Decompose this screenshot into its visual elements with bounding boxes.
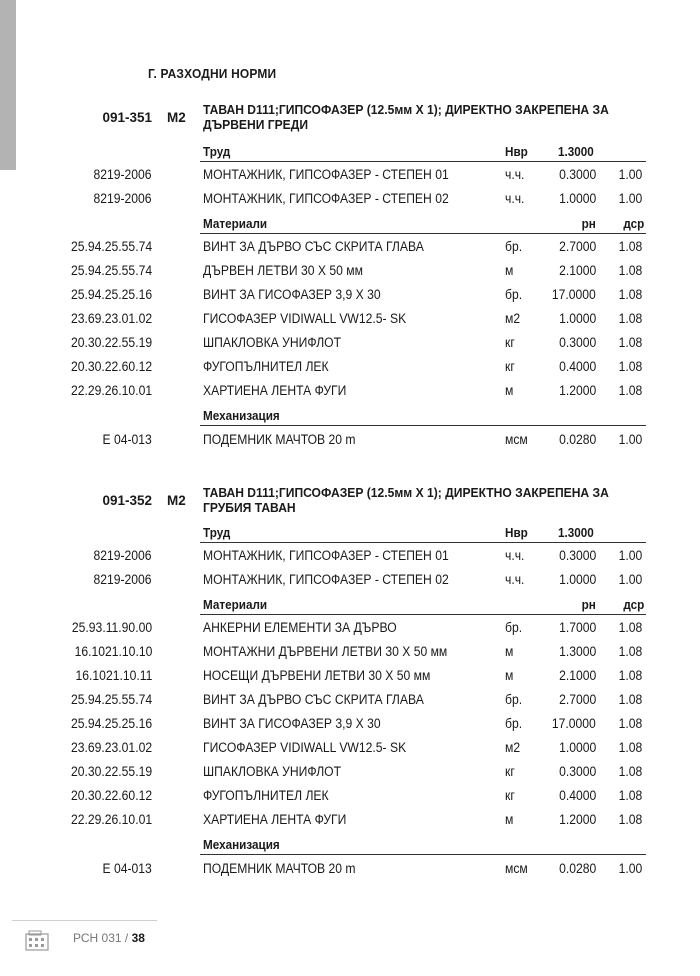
resource-coefficient: 1.08 — [618, 692, 642, 707]
resource-description: ПОДЕМНИК МАЧТОВ 20 m — [203, 861, 356, 876]
resource-code: 16.1021.10.10 — [74, 644, 152, 659]
resource-description: МОНТАЖНИК, ГИПСОФАЗЕР - СТЕПЕН 02 — [203, 191, 449, 206]
resource-quantity: 1.0000 — [558, 191, 596, 206]
resource-coefficient: 1.08 — [618, 764, 642, 779]
resource-unit: мсм — [505, 432, 528, 447]
labor-header — [0, 523, 700, 543]
resource-quantity: 0.4000 — [558, 359, 596, 374]
mechanization-header — [0, 835, 700, 855]
labor-header — [0, 142, 700, 162]
resource-description: ПОДЕМНИК МАЧТОВ 20 m — [203, 432, 356, 447]
resource-description: МОНТАЖНИК, ГИПСОФАЗЕР - СТЕПЕН 01 — [203, 167, 449, 182]
materials-label: Материали — [203, 597, 268, 612]
header-rule — [200, 854, 646, 855]
resource-quantity: 0.3000 — [558, 335, 596, 350]
resource-description: ХАРТИЕНА ЛЕНТА ФУГИ — [203, 812, 347, 827]
labor-norm-value: 1.3000 — [558, 144, 594, 159]
table-row — [0, 164, 700, 186]
resource-unit: м — [505, 383, 514, 398]
resource-coefficient: 1.08 — [618, 644, 642, 659]
mechanization-header — [0, 406, 700, 426]
resource-coefficient: 1.00 — [618, 167, 642, 182]
resource-quantity: 1.0000 — [558, 572, 596, 587]
resource-quantity: 1.2000 — [558, 812, 596, 827]
resource-description: ВИНТ ЗА ДЪРВО СЪС СКРИТА ГЛАВА — [203, 239, 424, 254]
resource-unit: ч.ч. — [505, 548, 525, 563]
resource-unit: м2 — [505, 740, 521, 755]
labor-label: Труд — [203, 144, 231, 159]
resource-coefficient: 1.08 — [618, 740, 642, 755]
resource-quantity: 2.1000 — [558, 668, 596, 683]
resource-coefficient: 1.00 — [618, 191, 642, 206]
resource-quantity: 17.0000 — [552, 287, 596, 302]
resource-code: 20.30.22.55.19 — [70, 335, 152, 350]
resource-code: 20.30.22.60.12 — [70, 359, 152, 374]
norm-unit: М2 — [167, 110, 186, 125]
materials-header — [0, 214, 700, 234]
resource-description: ШПАКЛОВКА УНИФЛОТ — [203, 335, 342, 350]
resource-unit: м2 — [505, 311, 521, 326]
resource-unit: бр. — [505, 716, 523, 731]
table-row — [0, 236, 700, 258]
resource-coefficient: 1.00 — [618, 861, 642, 876]
resource-quantity: 1.0000 — [558, 740, 596, 755]
table-row — [0, 858, 700, 880]
resource-description: ХАРТИЕНА ЛЕНТА ФУГИ — [203, 383, 347, 398]
header-rule — [200, 161, 646, 162]
resource-unit: мсм — [505, 861, 528, 876]
resource-unit: м — [505, 668, 514, 683]
resource-code: 25.94.25.55.74 — [70, 239, 152, 254]
norm-code: 091-351 — [102, 110, 152, 125]
resource-code: 16.1021.10.11 — [75, 668, 152, 683]
resource-unit: ч.ч. — [505, 191, 525, 206]
resource-code: 8219-2006 — [93, 572, 152, 587]
table-row — [0, 665, 700, 687]
norm-code: 091-352 — [102, 493, 152, 508]
table-row — [0, 737, 700, 759]
resource-description: ВИНТ ЗА ГИСОФАЗЕР 3,9 Х 30 — [203, 716, 381, 731]
materials-header — [0, 595, 700, 615]
mechanization-label: Механизация — [203, 408, 280, 423]
section-title: Г. РАЗХОДНИ НОРМИ — [148, 66, 277, 81]
resource-coefficient: 1.00 — [618, 572, 642, 587]
resource-description: МОНТАЖНИК, ГИПСОФАЗЕР - СТЕПЕН 02 — [203, 572, 449, 587]
resource-unit: бр. — [505, 239, 523, 254]
resource-coefficient: 1.00 — [618, 432, 642, 447]
resource-description: ГИСОФАЗЕР VIDIWALL VW12.5- SK — [203, 740, 407, 755]
header-rule — [200, 425, 646, 426]
table-row — [0, 429, 700, 451]
resource-coefficient: 1.00 — [618, 548, 642, 563]
resource-unit: бр. — [505, 692, 523, 707]
table-row — [0, 188, 700, 210]
labor-label: Труд — [203, 525, 231, 540]
table-row — [0, 617, 700, 639]
resource-description: АНКЕРНИ ЕЛЕМЕНТИ ЗА ДЪРВО — [203, 620, 397, 635]
norm-title: ТАВАН D111;ГИПСОФАЗЕР (12.5мм Х 1); ДИРЕКТНО ЗАКРЕПЕНА ЗА ДЪРВЕНИ ГРЕДИ — [203, 102, 609, 132]
resource-coefficient: 1.08 — [618, 239, 642, 254]
resource-quantity: 0.4000 — [558, 788, 596, 803]
resource-code: Е 04-013 — [102, 432, 152, 447]
resource-unit: м — [505, 644, 514, 659]
resource-code: 22.29.26.10.01 — [70, 812, 152, 827]
building-icon — [25, 930, 51, 957]
resource-quantity: 1.3000 — [558, 644, 596, 659]
materials-label: Материали — [203, 216, 268, 231]
header-rule — [200, 542, 646, 543]
table-row — [0, 260, 700, 282]
resource-unit: м — [505, 263, 514, 278]
materials-coef-header: дср — [623, 597, 644, 612]
resource-description: ФУГОПЪЛНИТЕЛ ЛЕК — [203, 788, 329, 803]
resource-code: 23.69.23.01.02 — [70, 740, 152, 755]
resource-coefficient: 1.08 — [618, 620, 642, 635]
resource-quantity: 1.0000 — [558, 311, 596, 326]
resource-coefficient: 1.08 — [618, 311, 642, 326]
resource-unit: ч.ч. — [505, 167, 525, 182]
resource-unit: ч.ч. — [505, 572, 525, 587]
resource-quantity: 0.0280 — [558, 861, 596, 876]
header-rule — [200, 233, 646, 234]
resource-unit: кг — [505, 335, 515, 350]
resource-coefficient: 1.08 — [618, 287, 642, 302]
footer-divider — [12, 920, 157, 921]
page-footer — [73, 931, 145, 945]
resource-coefficient: 1.08 — [618, 383, 642, 398]
resource-code: 25.94.25.25.16 — [70, 716, 152, 731]
resource-code: 25.94.25.55.74 — [70, 263, 152, 278]
resource-unit: кг — [505, 788, 515, 803]
table-row — [0, 356, 700, 378]
footer-separator: / — [124, 931, 129, 945]
table-row — [0, 545, 700, 567]
resource-quantity: 1.7000 — [558, 620, 596, 635]
resource-quantity: 0.3000 — [558, 548, 596, 563]
table-row — [0, 380, 700, 402]
labor-unit-header: Нвр — [505, 144, 528, 159]
resource-coefficient: 1.08 — [618, 812, 642, 827]
resource-code: 20.30.22.60.12 — [70, 788, 152, 803]
resource-code: 23.69.23.01.02 — [70, 311, 152, 326]
resource-code: Е 04-013 — [102, 861, 152, 876]
table-row — [0, 569, 700, 591]
resource-code: 8219-2006 — [93, 167, 152, 182]
table-row — [0, 785, 700, 807]
resource-description: ВИНТ ЗА ДЪРВО СЪС СКРИТА ГЛАВА — [203, 692, 424, 707]
table-row — [0, 761, 700, 783]
materials-qty-header: рн — [581, 216, 596, 231]
resource-unit: бр. — [505, 620, 523, 635]
resource-code: 25.93.11.90.00 — [71, 620, 152, 635]
resource-quantity: 2.7000 — [558, 239, 596, 254]
resource-code: 20.30.22.55.19 — [70, 764, 152, 779]
resource-description: ГИСОФАЗЕР VIDIWALL VW12.5- SK — [203, 311, 407, 326]
resource-coefficient: 1.08 — [618, 263, 642, 278]
materials-qty-header: рн — [581, 597, 596, 612]
resource-unit: кг — [505, 359, 515, 374]
resource-quantity: 0.3000 — [558, 167, 596, 182]
table-row — [0, 809, 700, 831]
resource-code: 8219-2006 — [93, 548, 152, 563]
table-row — [0, 713, 700, 735]
norm-unit: М2 — [167, 493, 186, 508]
resource-coefficient: 1.08 — [618, 668, 642, 683]
table-row — [0, 284, 700, 306]
resource-code: 8219-2006 — [93, 191, 152, 206]
resource-unit: кг — [505, 764, 515, 779]
labor-norm-value: 1.3000 — [558, 525, 594, 540]
resource-quantity: 0.3000 — [558, 764, 596, 779]
page-number: 38 — [131, 931, 145, 945]
resource-unit: м — [505, 812, 514, 827]
resource-quantity: 0.0280 — [558, 432, 596, 447]
resource-description: МОНТАЖНИ ДЪРВЕНИ ЛЕТВИ 30 Х 50 мм — [203, 644, 448, 659]
resource-coefficient: 1.08 — [618, 335, 642, 350]
resource-code: 25.94.25.55.74 — [70, 692, 152, 707]
table-row — [0, 308, 700, 330]
table-row — [0, 332, 700, 354]
resource-quantity: 2.7000 — [558, 692, 596, 707]
mechanization-label: Механизация — [203, 837, 280, 852]
resource-coefficient: 1.08 — [618, 716, 642, 731]
footer-doc-code: РСН 031 — [73, 931, 122, 945]
norm-title: ТАВАН D111;ГИПСОФАЗЕР (12.5мм Х 1); ДИРЕКТНО ЗАКРЕПЕНА ЗА ГРУБИЯ ТАВАН — [203, 485, 609, 515]
resource-quantity: 1.2000 — [558, 383, 596, 398]
resource-description: ШПАКЛОВКА УНИФЛОТ — [203, 764, 342, 779]
resource-description: МОНТАЖНИК, ГИПСОФАЗЕР - СТЕПЕН 01 — [203, 548, 449, 563]
resource-coefficient: 1.08 — [618, 359, 642, 374]
resource-code: 22.29.26.10.01 — [70, 383, 152, 398]
materials-coef-header: дср — [623, 216, 644, 231]
header-rule — [200, 614, 646, 615]
resource-description: НОСЕЩИ ДЪРВЕНИ ЛЕТВИ 30 Х 50 мм — [203, 668, 431, 683]
resource-description: ВИНТ ЗА ГИСОФАЗЕР 3,9 Х 30 — [203, 287, 381, 302]
resource-coefficient: 1.08 — [618, 788, 642, 803]
resource-quantity: 2.1000 — [558, 263, 596, 278]
resource-code: 25.94.25.25.16 — [70, 287, 152, 302]
resource-description: ДЪРВЕН ЛЕТВИ 30 Х 50 мм — [203, 263, 363, 278]
resource-description: ФУГОПЪЛНИТЕЛ ЛЕК — [203, 359, 329, 374]
resource-quantity: 17.0000 — [552, 716, 596, 731]
resource-unit: бр. — [505, 287, 523, 302]
labor-unit-header: Нвр — [505, 525, 528, 540]
table-row — [0, 641, 700, 663]
table-row — [0, 689, 700, 711]
